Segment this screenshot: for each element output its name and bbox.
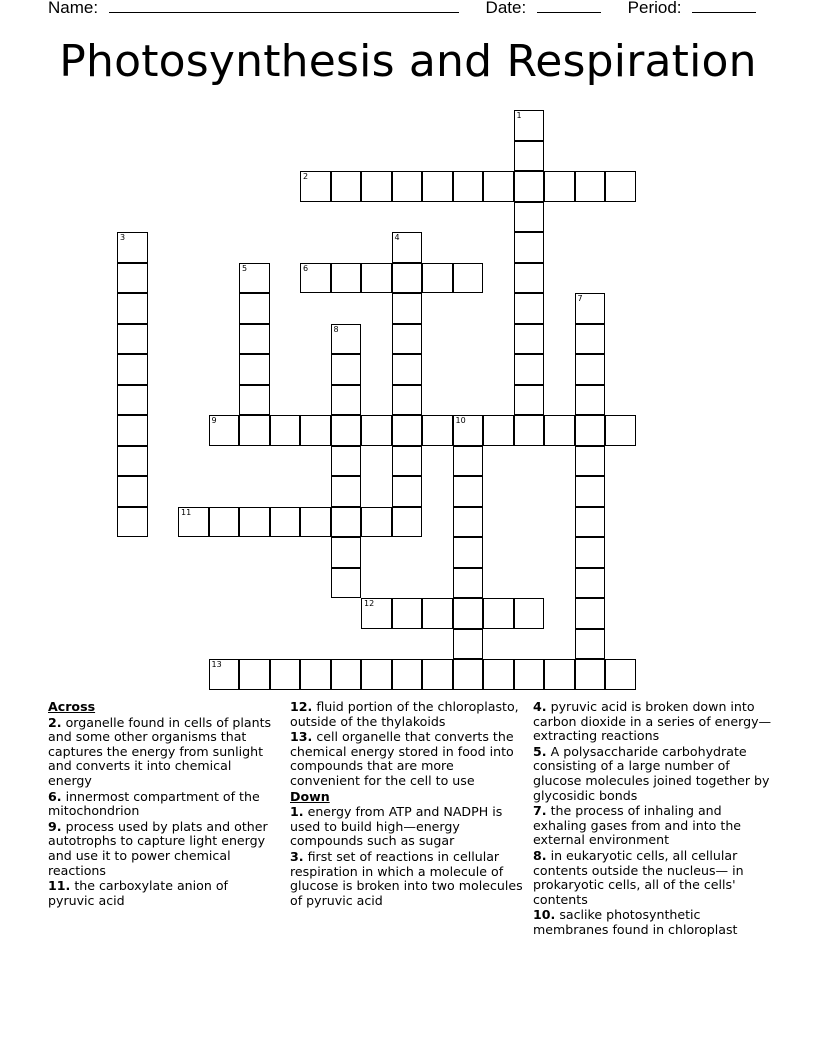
clue-across-11 [48,879,276,908]
crossword-cell[interactable] [514,202,545,233]
crossword-cell[interactable] [575,385,606,416]
crossword-cell[interactable] [575,446,606,477]
crossword-cell[interactable] [514,598,545,629]
clue-down-7 [533,804,773,848]
clue-number: 6. [48,788,62,804]
crossword-cell[interactable] [514,141,545,172]
crossword-cell[interactable] [117,293,148,324]
crossword-cell[interactable] [392,171,423,202]
crossword-cell[interactable] [361,507,392,538]
crossword-cell[interactable] [239,385,270,416]
clue-text: pyruvic acid is broken down into carbon dioxide in a series of energy—extracting reactions [533,699,772,744]
cell-number: 10 [455,416,466,425]
crossword-cell[interactable] [331,659,362,690]
crossword-cell[interactable] [361,263,392,294]
crossword-cell[interactable] [544,415,575,446]
clue-text: energy from ATP and NADPH is used to build high—energy compounds such as sugar [290,804,503,849]
crossword-cell[interactable] [575,659,606,690]
clue-number: 11. [48,878,71,894]
clue-across-12 [290,700,526,729]
date-label: Date: [485,0,527,17]
crossword-cell[interactable] [453,507,484,538]
crossword-cell[interactable] [514,110,545,141]
clue-number: 9. [48,818,62,834]
crossword-cell[interactable] [331,415,362,446]
crossword-cell[interactable] [453,598,484,629]
crossword-cell[interactable] [605,171,636,202]
clues-column-1 [48,700,276,909]
cell-number: 6 [303,263,309,273]
crossword-cell[interactable] [331,568,362,599]
clue-text: first set of reactions in cellular respiration in which a molecule of glucose is broken into two molecules of pyruvic acid [290,848,523,908]
clue-text: fluid portion of the chloroplasto, outside of the thylakoids [290,699,519,729]
crossword-cell[interactable] [239,263,270,294]
cell-number: 8 [333,324,339,334]
clues-column-2 [290,700,526,909]
clue-across-13 [290,730,526,788]
crossword-cell[interactable] [117,232,148,263]
clue-down-10 [533,908,773,937]
name-label: Name: [48,0,99,17]
crossword-cell[interactable] [239,293,270,324]
crossword-cell[interactable] [392,446,423,477]
crossword-cell[interactable] [331,324,362,355]
crossword-cell[interactable] [453,446,484,477]
crossword-cell[interactable] [422,171,453,202]
crossword-cell[interactable] [392,293,423,324]
clue-number: 10. [533,907,556,923]
crossword-cell[interactable] [300,507,331,538]
clue-number: 7. [533,803,547,819]
clues-column-3 [533,700,773,939]
crossword-cell[interactable] [300,659,331,690]
crossword-cell[interactable] [361,415,392,446]
cell-number: 4 [394,233,400,242]
clue-text: cell organelle that converts the chemical energy stored in food into compounds that are more convenient for the cell to use [290,729,514,788]
crossword-cell[interactable] [605,659,636,690]
crossword-cell[interactable] [331,354,362,385]
crossword-cell[interactable] [331,446,362,477]
crossword-cell[interactable] [483,415,514,446]
crossword-cell[interactable] [514,293,545,324]
clue-number: 2. [48,714,62,730]
crossword-cell[interactable] [575,629,606,660]
crossword-cell[interactable] [392,476,423,507]
crossword-cell[interactable] [544,659,575,690]
crossword-cell[interactable] [209,659,240,690]
cell-number: 1 [516,111,522,120]
clue-text: the process of inhaling and exhaling gases from and into the external environment [533,803,742,848]
crossword-cell[interactable] [514,659,545,690]
crossword-cell[interactable] [575,568,606,599]
cell-number: 2 [303,172,309,181]
cell-number: 5 [242,263,248,273]
cell-number: 12 [364,599,375,608]
clue-text: A polysaccharide carbohydrate consisting of a large number of glucose molecules joined together by glycosidic bonds [533,743,770,803]
crossword-cell[interactable] [453,263,484,294]
crossword-cell[interactable] [300,171,331,202]
clue-number: 3. [290,848,304,864]
cell-number: 11 [181,507,192,517]
crossword-cell[interactable] [239,415,270,446]
crossword-cell[interactable] [392,659,423,690]
crossword-cell[interactable] [575,598,606,629]
crossword-cell[interactable] [453,659,484,690]
crossword-cell[interactable] [514,324,545,355]
crossword-cell[interactable] [270,415,301,446]
crossword-cell[interactable] [117,385,148,416]
crossword-cell[interactable] [117,507,148,538]
clue-number: 12. [290,699,313,714]
clue-across-6 [48,790,276,819]
crossword-cell[interactable] [392,507,423,538]
crossword-cell[interactable] [331,171,362,202]
crossword-cell[interactable] [575,507,606,538]
crossword-cell[interactable] [239,354,270,385]
crossword-cell[interactable] [392,415,423,446]
crossword-cell[interactable] [453,629,484,660]
cell-number: 13 [211,660,222,669]
crossword-cell[interactable] [117,415,148,446]
clue-text: in eukaryotic cells, all cellular contents outside the nucleus— in prokaryotic cells, all of the cells' contents [533,847,744,907]
crossword-cell[interactable] [483,598,514,629]
crossword-cell[interactable] [422,263,453,294]
clue-down-3 [290,850,526,908]
crossword-cell[interactable] [422,415,453,446]
crossword-cell[interactable] [239,324,270,355]
crossword-cell[interactable] [392,324,423,355]
cell-number: 9 [211,416,217,425]
crossword-cell[interactable] [117,324,148,355]
crossword-cell[interactable] [300,263,331,294]
crossword-cell[interactable] [575,324,606,355]
clue-down-8 [533,849,773,907]
clue-text: organelle found in cells of plants and some other organisms that captures the energy from sunlight and converts it into chemical energy [48,714,272,788]
crossword-cell[interactable] [331,507,362,538]
clue-number: 8. [533,847,547,863]
crossword-cell[interactable] [575,415,606,446]
crossword-cell[interactable] [361,171,392,202]
crossword-cell[interactable] [392,598,423,629]
crossword-cell[interactable] [514,385,545,416]
crossword-cell[interactable] [514,263,545,294]
crossword-cell[interactable] [514,232,545,263]
crossword-cell[interactable] [392,232,423,263]
crossword-cell[interactable] [270,659,301,690]
crossword-cell[interactable] [514,415,545,446]
crossword-cell[interactable] [575,476,606,507]
crossword-cell[interactable] [514,171,545,202]
crossword-cell[interactable] [575,537,606,568]
crossword-cell[interactable] [453,537,484,568]
crossword-cell[interactable] [239,659,270,690]
crossword-cell[interactable] [392,354,423,385]
clue-number: 13. [290,729,313,745]
clue-text: saclike photosynthetic membranes found in chloroplast [533,907,738,937]
crossword-cell[interactable] [361,598,392,629]
crossword-cell[interactable] [209,507,240,538]
crossword-cell[interactable] [483,659,514,690]
crossword-cell[interactable] [117,354,148,385]
clue-across-9 [48,820,276,878]
crossword-cell[interactable] [117,476,148,507]
cell-number: 7 [577,294,583,303]
clue-across-2 [48,716,276,789]
crossword-cell[interactable] [453,568,484,599]
crossword-cell[interactable] [270,507,301,538]
crossword-cell[interactable] [331,385,362,416]
crossword-cell[interactable] [300,415,331,446]
crossword-cell[interactable] [544,171,575,202]
clue-text: innermost compartment of the mitochondrion [48,788,260,819]
crossword-cell[interactable] [239,507,270,538]
crossword-cell[interactable] [331,263,362,294]
crossword-cell[interactable] [422,659,453,690]
crossword-cell[interactable] [575,354,606,385]
crossword-cell[interactable] [117,446,148,477]
clue-down-5 [533,745,773,803]
page-title: Photosynthesis and Respiration [59,36,757,87]
cell-number: 3 [120,233,126,242]
clue-down-4 [533,700,773,744]
crossword-cell[interactable] [331,476,362,507]
clue-text: the carboxylate anion of pyruvic acid [48,878,228,908]
period-label: Period: [627,0,682,17]
clue-number: 1. [290,804,304,820]
down-heading: Down [290,788,330,804]
crossword-cell[interactable] [483,171,514,202]
crossword-cell[interactable] [453,171,484,202]
across-heading: Across [48,699,96,714]
crossword-cell[interactable] [331,537,362,568]
crossword-cell[interactable] [209,415,240,446]
crossword-cell[interactable] [392,263,423,294]
clue-down-1 [290,805,526,849]
clue-number: 5. [533,743,547,759]
crossword-cell[interactable] [514,354,545,385]
clue-number: 4. [533,699,547,714]
crossword-cell[interactable] [575,293,606,324]
crossword-cell[interactable] [422,598,453,629]
crossword-cell[interactable] [575,171,606,202]
crossword-cell[interactable] [392,385,423,416]
crossword-cell[interactable] [453,415,484,446]
crossword-cell[interactable] [178,507,209,538]
crossword-cell[interactable] [453,476,484,507]
crossword-cell[interactable] [605,415,636,446]
crossword-cell[interactable] [361,659,392,690]
crossword-cell[interactable] [117,263,148,294]
clue-text: process used by plats and other autotrophs to capture light energy and use it to power chemical reactions [48,818,268,878]
